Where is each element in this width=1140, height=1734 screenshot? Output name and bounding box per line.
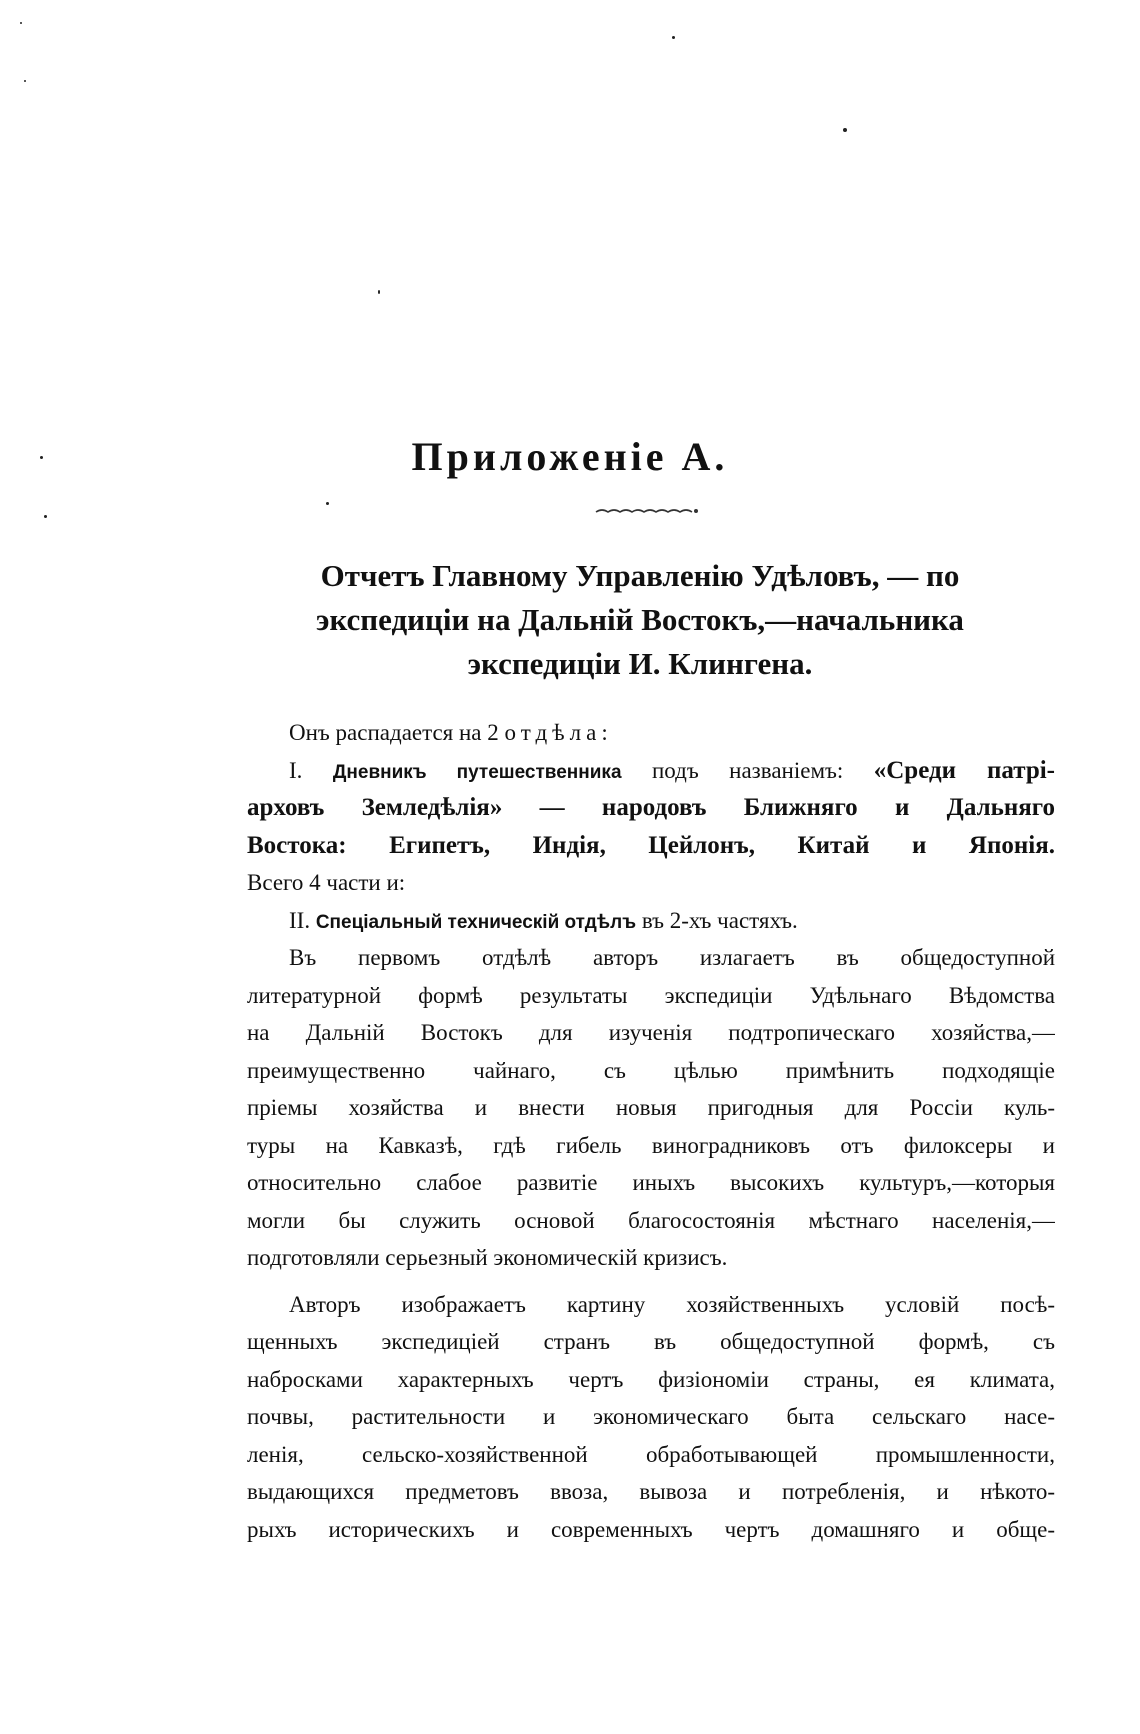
paragraph-one-line: могли бы служить основой благосостоянія мѣстнаго населенія,—: [247, 1207, 1055, 1233]
part-two-suffix: въ 2-хъ частяхъ.: [636, 907, 798, 933]
part-one-total: Всего 4 части и:: [247, 870, 406, 895]
paragraph-two-line: ленія, сельско-хозяйственной обработывающей промышленности,: [247, 1441, 1055, 1467]
paragraph-one-line: туры на Кавказѣ, гдѣ гибель виноградниковъ отъ филоксеры и: [247, 1132, 1055, 1158]
scan-speck: [672, 36, 675, 39]
part-one-mid: подъ названіемъ:: [621, 757, 874, 783]
appendix-title: Приложеніе А.: [411, 434, 729, 479]
paragraph-two-line: рыхъ историческихъ и современныхъ чертъ домашняго и обще-: [247, 1516, 1055, 1542]
report-title: [240, 554, 1040, 686]
scan-speck: [20, 22, 22, 24]
part-one-title-line: Востока: Египетъ, Индія, Цейлонъ, Китай и Японія.: [247, 831, 1055, 859]
paragraph-one-line: преимущественно чайнаго, съ цѣлью примѣнить подходящіе: [247, 1057, 1055, 1083]
paragraph-one-line: относительно слабое развитіе иныхъ высокихъ культуръ,—которыя: [247, 1170, 1055, 1195]
paragraph-two-line: Авторъ изображаетъ картину хозяйственныхъ условій посѣ-: [289, 1291, 1055, 1317]
intro-spaced-word: отдѣла: [504, 720, 602, 745]
scan-speck: [843, 128, 847, 132]
part-one-numeral: I.: [289, 757, 333, 783]
scan-speck: [24, 80, 26, 82]
scan-speck: [326, 502, 329, 505]
paragraph-two-line: выдающихся предметовъ ввоза, вывоза и потребленія, и нѣкото-: [247, 1479, 1055, 1504]
part-one-title-start: «Среди патрі-: [873, 756, 1055, 784]
report-title-line: экспедиціи на Дальній Востокъ,—начальника: [316, 602, 964, 637]
paragraph-one-line: Въ первомъ отдѣлѣ авторъ излагаетъ въ общедоступной: [289, 945, 1055, 970]
part-one-label: Дневникъ путешественника: [332, 761, 622, 783]
part-one-title-line: арховъ Земледѣлія» — народовъ Ближняго и Дальняго: [247, 794, 1055, 821]
paragraph-one-line: литературной формѣ результаты экспедиціи Удѣльнаго Вѣдомства: [247, 982, 1055, 1008]
paragraph-two-line: щенныхъ экспедиціей странъ въ общедоступной формѣ, съ: [247, 1329, 1055, 1354]
report-title-line: Отчетъ Главному Управленію Удѣловъ, — по: [320, 558, 960, 593]
intro-prefix: Онъ распадается на 2: [289, 720, 505, 745]
paragraph-two-line: набросками характерныхъ чертъ физіономіи страны, ея климата,: [247, 1366, 1055, 1392]
part-two-label: Спеціальный техническій отдѣлъ: [315, 911, 637, 933]
paragraph-one-line: на Дальній Востокъ для изученія подтропическаго хозяйства,—: [247, 1020, 1055, 1045]
report-title-line: экспедиціи И. Клингена.: [467, 646, 813, 681]
paragraph-gap: [247, 1277, 1055, 1286]
part-two-line: [247, 902, 1055, 940]
paragraph-one-line: подготовляли серьезный экономическій кризисъ.: [247, 1245, 728, 1270]
ornament-divider: [592, 503, 700, 517]
part-one-line: [247, 752, 1055, 790]
body-text: [247, 714, 1055, 1548]
paragraph-one-line: пріемы хозяйства и внести новыя пригодныя для Россіи куль-: [247, 1095, 1055, 1120]
scan-speck: [44, 515, 47, 518]
intro-line: [247, 714, 1055, 752]
intro-suffix: :: [601, 720, 608, 745]
part-two-numeral: II.: [289, 907, 316, 933]
paragraph-two-line: почвы, растительности и экономическаго быта сельскаго насе-: [247, 1404, 1055, 1429]
scan-speck: [378, 290, 380, 294]
